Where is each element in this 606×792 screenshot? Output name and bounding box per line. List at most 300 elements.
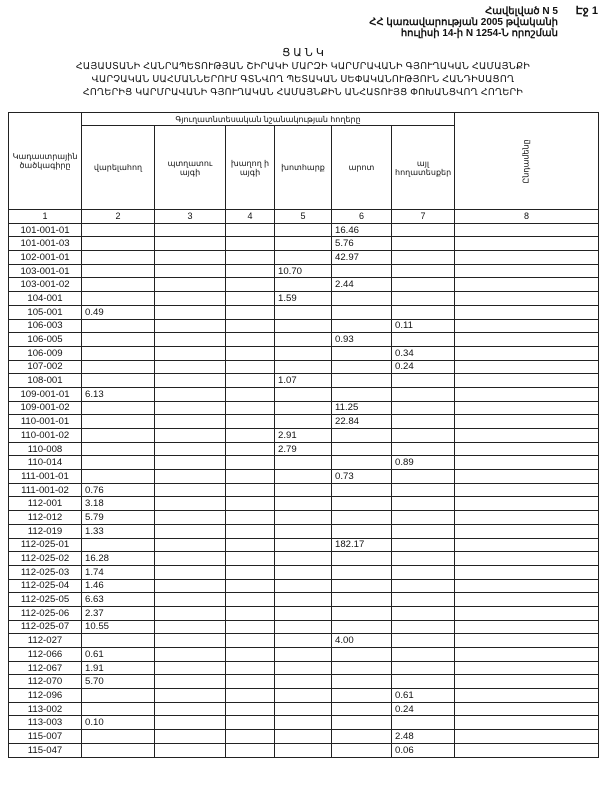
area-cell: 16.28 bbox=[82, 552, 155, 566]
header-orchard: պտղատու այգի bbox=[155, 126, 226, 210]
area-cell bbox=[226, 346, 275, 360]
area-cell: 10.55 bbox=[82, 620, 155, 634]
cadastral-code-cell: 111-001-02 bbox=[9, 483, 82, 497]
area-cell bbox=[275, 278, 332, 292]
area-cell bbox=[332, 305, 392, 319]
col-number: 4 bbox=[226, 210, 275, 224]
area-cell bbox=[455, 387, 599, 401]
area-cell bbox=[455, 689, 599, 703]
area-cell bbox=[155, 401, 226, 415]
area-cell bbox=[392, 305, 455, 319]
area-cell bbox=[82, 319, 155, 333]
area-cell bbox=[455, 374, 599, 388]
area-cell bbox=[82, 223, 155, 237]
area-cell bbox=[332, 661, 392, 675]
area-cell bbox=[455, 278, 599, 292]
area-cell bbox=[455, 661, 599, 675]
col-number: 6 bbox=[332, 210, 392, 224]
area-cell: 6.13 bbox=[82, 387, 155, 401]
area-cell bbox=[332, 743, 392, 757]
area-cell bbox=[332, 456, 392, 470]
area-cell bbox=[275, 415, 332, 429]
area-cell: 182.17 bbox=[332, 538, 392, 552]
cadastral-code-cell: 108-001 bbox=[9, 374, 82, 388]
document-heading bbox=[8, 60, 598, 99]
area-cell bbox=[226, 415, 275, 429]
area-cell bbox=[332, 511, 392, 525]
area-cell bbox=[155, 319, 226, 333]
area-cell bbox=[455, 333, 599, 347]
table-row bbox=[9, 223, 599, 237]
col-number: 8 bbox=[455, 210, 599, 224]
table-row bbox=[9, 278, 599, 292]
cadastral-code-cell: 109-001-02 bbox=[9, 401, 82, 415]
area-cell bbox=[155, 689, 226, 703]
area-cell: 1.46 bbox=[82, 579, 155, 593]
area-cell bbox=[332, 483, 392, 497]
area-cell: 0.73 bbox=[332, 470, 392, 484]
table-row bbox=[9, 620, 599, 634]
area-cell bbox=[155, 511, 226, 525]
area-cell bbox=[455, 524, 599, 538]
area-cell bbox=[332, 593, 392, 607]
area-cell: 1.74 bbox=[82, 565, 155, 579]
area-cell: 0.93 bbox=[332, 333, 392, 347]
area-cell: 2.37 bbox=[82, 606, 155, 620]
area-cell bbox=[226, 579, 275, 593]
area-cell bbox=[455, 305, 599, 319]
area-cell bbox=[155, 538, 226, 552]
area-cell bbox=[275, 237, 332, 251]
area-cell bbox=[155, 346, 226, 360]
column-number-row bbox=[9, 210, 599, 224]
area-cell: 1.07 bbox=[275, 374, 332, 388]
area-cell bbox=[226, 606, 275, 620]
cadastral-code-cell: 113-003 bbox=[9, 716, 82, 730]
cadastral-code-cell: 104-001 bbox=[9, 292, 82, 306]
area-cell: 2.44 bbox=[332, 278, 392, 292]
area-cell bbox=[392, 634, 455, 648]
cadastral-code-cell: 101-001-03 bbox=[9, 237, 82, 251]
area-cell bbox=[332, 648, 392, 662]
area-cell bbox=[155, 743, 226, 757]
heading-line-2: ՎԱՐՉԱԿԱՆ ՍԱՀՄԱՆՆԵՐՈՒՄ ԳՏՆՎՈՂ ՊԵՏԱԿԱՆ ՍԵՓԱԿԱՆՈՒԹՅՈՒՆ ՀԱՆԴԻՍԱՑՈՂ bbox=[91, 74, 515, 85]
area-cell bbox=[275, 524, 332, 538]
area-cell bbox=[392, 593, 455, 607]
area-cell bbox=[455, 511, 599, 525]
area-cell bbox=[275, 483, 332, 497]
area-cell: 3.18 bbox=[82, 497, 155, 511]
area-cell bbox=[455, 730, 599, 744]
area-cell bbox=[392, 552, 455, 566]
cadastral-code-cell: 112-025-07 bbox=[9, 620, 82, 634]
table-row bbox=[9, 387, 599, 401]
area-cell bbox=[82, 730, 155, 744]
cadastral-code-cell: 115-007 bbox=[9, 730, 82, 744]
area-cell bbox=[275, 689, 332, 703]
cadastral-code-cell: 105-001 bbox=[9, 305, 82, 319]
table-row bbox=[9, 374, 599, 388]
area-cell bbox=[455, 319, 599, 333]
area-cell bbox=[392, 251, 455, 265]
area-cell bbox=[155, 552, 226, 566]
area-cell: 0.61 bbox=[392, 689, 455, 703]
area-cell bbox=[275, 675, 332, 689]
area-cell bbox=[226, 429, 275, 443]
area-cell bbox=[155, 305, 226, 319]
area-cell: 5.76 bbox=[332, 237, 392, 251]
area-cell bbox=[275, 552, 332, 566]
cadastral-code-cell: 110-001-01 bbox=[9, 415, 82, 429]
area-cell bbox=[455, 497, 599, 511]
area-cell bbox=[392, 237, 455, 251]
table-row bbox=[9, 237, 599, 251]
area-cell bbox=[332, 442, 392, 456]
area-cell bbox=[275, 305, 332, 319]
area-cell: 1.91 bbox=[82, 661, 155, 675]
heading-line-3: ՀՈՂԵՐԻՑ ԿԱՐՄՐԱՎԱՆԻ ԳՅՈՒՂԱԿԱՆ ՀԱՄԱՅՆՔԻՆ ԱՆՀԱՏՈՒՅՑ ՓՈԽԱՆՑՎՈՂ ՀՈՂԵՐԻ bbox=[82, 87, 524, 98]
area-cell bbox=[332, 497, 392, 511]
area-cell bbox=[82, 689, 155, 703]
area-cell bbox=[455, 264, 599, 278]
area-cell bbox=[155, 237, 226, 251]
header-cadastral-code: Կադաստրային ծածկագիրը bbox=[9, 113, 82, 210]
area-cell bbox=[155, 702, 226, 716]
area-cell bbox=[332, 675, 392, 689]
cadastral-code-cell: 112-066 bbox=[9, 648, 82, 662]
area-cell bbox=[82, 374, 155, 388]
area-cell bbox=[82, 743, 155, 757]
area-cell bbox=[275, 606, 332, 620]
area-cell: 0.06 bbox=[392, 743, 455, 757]
header-other-land: այլ հողատեսքեր bbox=[392, 126, 455, 210]
area-cell bbox=[392, 620, 455, 634]
area-cell: 2.48 bbox=[392, 730, 455, 744]
area-cell bbox=[155, 264, 226, 278]
area-cell bbox=[275, 634, 332, 648]
area-cell bbox=[275, 346, 332, 360]
area-cell: 16.46 bbox=[332, 223, 392, 237]
area-cell bbox=[455, 552, 599, 566]
area-cell bbox=[275, 648, 332, 662]
table-row bbox=[9, 483, 599, 497]
area-cell bbox=[155, 648, 226, 662]
area-cell bbox=[275, 565, 332, 579]
area-cell bbox=[155, 483, 226, 497]
table-row bbox=[9, 442, 599, 456]
area-cell bbox=[226, 565, 275, 579]
cadastral-code-cell: 106-005 bbox=[9, 333, 82, 347]
area-cell bbox=[82, 702, 155, 716]
area-cell bbox=[455, 346, 599, 360]
header-hayfield: խոտհարք bbox=[275, 126, 332, 210]
table-row bbox=[9, 716, 599, 730]
area-cell bbox=[275, 730, 332, 744]
area-cell bbox=[82, 470, 155, 484]
table-row bbox=[9, 524, 599, 538]
area-cell: 10.70 bbox=[275, 264, 332, 278]
area-cell bbox=[226, 442, 275, 456]
cadastral-code-cell: 103-001-02 bbox=[9, 278, 82, 292]
area-cell bbox=[455, 415, 599, 429]
table-row bbox=[9, 593, 599, 607]
area-cell bbox=[226, 620, 275, 634]
area-cell bbox=[226, 743, 275, 757]
area-cell bbox=[155, 387, 226, 401]
table-row bbox=[9, 606, 599, 620]
area-cell: 2.91 bbox=[275, 429, 332, 443]
area-cell bbox=[275, 593, 332, 607]
table-row bbox=[9, 456, 599, 470]
area-cell bbox=[226, 675, 275, 689]
table-row bbox=[9, 689, 599, 703]
cadastral-code-cell: 101-001-01 bbox=[9, 223, 82, 237]
table-row bbox=[9, 264, 599, 278]
area-cell bbox=[455, 483, 599, 497]
area-cell bbox=[455, 442, 599, 456]
area-cell bbox=[226, 661, 275, 675]
area-cell bbox=[82, 456, 155, 470]
area-cell bbox=[275, 497, 332, 511]
area-cell bbox=[155, 634, 226, 648]
area-cell bbox=[455, 593, 599, 607]
area-cell bbox=[226, 634, 275, 648]
area-cell bbox=[332, 702, 392, 716]
area-cell bbox=[155, 456, 226, 470]
area-cell: 22.84 bbox=[332, 415, 392, 429]
table-row bbox=[9, 730, 599, 744]
area-cell bbox=[392, 675, 455, 689]
area-cell bbox=[226, 292, 275, 306]
area-cell: 0.89 bbox=[392, 456, 455, 470]
area-cell bbox=[82, 538, 155, 552]
table-row bbox=[9, 346, 599, 360]
area-cell bbox=[392, 648, 455, 662]
col-number: 7 bbox=[392, 210, 455, 224]
area-cell bbox=[155, 579, 226, 593]
area-cell bbox=[332, 565, 392, 579]
area-cell bbox=[392, 511, 455, 525]
cadastral-code-cell: 115-047 bbox=[9, 743, 82, 757]
table-row bbox=[9, 579, 599, 593]
area-cell bbox=[155, 470, 226, 484]
area-cell bbox=[275, 511, 332, 525]
area-cell bbox=[226, 593, 275, 607]
table-row bbox=[9, 333, 599, 347]
cadastral-code-cell: 110-014 bbox=[9, 456, 82, 470]
area-cell bbox=[155, 524, 226, 538]
area-cell bbox=[275, 401, 332, 415]
area-cell bbox=[332, 579, 392, 593]
table-row bbox=[9, 429, 599, 443]
area-cell bbox=[226, 524, 275, 538]
area-cell: 1.59 bbox=[275, 292, 332, 306]
area-cell bbox=[392, 716, 455, 730]
col-number: 2 bbox=[82, 210, 155, 224]
area-cell bbox=[275, 360, 332, 374]
page-number: Էջ 1 bbox=[575, 5, 598, 17]
cadastral-code-cell: 112-025-01 bbox=[9, 538, 82, 552]
area-cell bbox=[455, 743, 599, 757]
area-cell bbox=[155, 593, 226, 607]
area-cell: 0.34 bbox=[392, 346, 455, 360]
area-cell bbox=[226, 319, 275, 333]
table-row bbox=[9, 251, 599, 265]
cadastral-code-cell: 112-012 bbox=[9, 511, 82, 525]
area-cell bbox=[155, 716, 226, 730]
area-cell bbox=[275, 716, 332, 730]
area-cell bbox=[155, 442, 226, 456]
area-cell bbox=[275, 743, 332, 757]
area-cell bbox=[226, 497, 275, 511]
area-cell bbox=[332, 429, 392, 443]
area-cell bbox=[155, 661, 226, 675]
area-cell bbox=[226, 305, 275, 319]
area-cell bbox=[455, 579, 599, 593]
area-cell bbox=[455, 292, 599, 306]
area-cell bbox=[155, 278, 226, 292]
area-cell bbox=[455, 360, 599, 374]
annex-line-1: Հավելված N 5 bbox=[485, 6, 558, 17]
area-cell bbox=[82, 442, 155, 456]
area-cell bbox=[82, 237, 155, 251]
area-cell: 1.33 bbox=[82, 524, 155, 538]
header-vineyard: խաղող ի այգի bbox=[226, 126, 275, 210]
area-cell bbox=[275, 456, 332, 470]
area-cell bbox=[82, 346, 155, 360]
table-row bbox=[9, 538, 599, 552]
header-arable: վարելահող bbox=[82, 126, 155, 210]
area-cell bbox=[155, 415, 226, 429]
table-row bbox=[9, 565, 599, 579]
area-cell bbox=[275, 661, 332, 675]
area-cell bbox=[392, 661, 455, 675]
area-cell bbox=[226, 387, 275, 401]
cadastral-code-cell: 112-025-05 bbox=[9, 593, 82, 607]
area-cell bbox=[455, 237, 599, 251]
area-cell: 0.10 bbox=[82, 716, 155, 730]
area-cell bbox=[392, 264, 455, 278]
area-cell bbox=[455, 565, 599, 579]
area-cell: 11.25 bbox=[332, 401, 392, 415]
annex-note bbox=[369, 6, 558, 39]
cadastral-code-cell: 113-002 bbox=[9, 702, 82, 716]
area-cell bbox=[392, 223, 455, 237]
area-cell bbox=[332, 552, 392, 566]
area-cell bbox=[332, 264, 392, 278]
area-cell bbox=[226, 264, 275, 278]
area-cell bbox=[155, 429, 226, 443]
area-cell bbox=[392, 278, 455, 292]
cadastral-code-cell: 111-001-01 bbox=[9, 470, 82, 484]
header-agricultural-group: Գյուղատնտեսական նշանակության հողերը bbox=[82, 113, 455, 126]
area-cell bbox=[332, 606, 392, 620]
area-cell bbox=[275, 251, 332, 265]
area-cell bbox=[332, 620, 392, 634]
area-cell bbox=[226, 470, 275, 484]
cadastral-code-cell: 106-009 bbox=[9, 346, 82, 360]
area-cell bbox=[455, 429, 599, 443]
document-title: Ց Ա Ն Կ bbox=[282, 47, 324, 59]
area-cell bbox=[392, 415, 455, 429]
area-cell bbox=[392, 524, 455, 538]
area-cell bbox=[82, 264, 155, 278]
col-number: 1 bbox=[9, 210, 82, 224]
area-cell bbox=[155, 565, 226, 579]
area-cell bbox=[392, 483, 455, 497]
area-cell bbox=[226, 538, 275, 552]
header-pasture: արոտ bbox=[332, 126, 392, 210]
table-row bbox=[9, 675, 599, 689]
table-row bbox=[9, 552, 599, 566]
area-cell bbox=[155, 251, 226, 265]
table-row bbox=[9, 648, 599, 662]
cadastral-code-cell: 110-008 bbox=[9, 442, 82, 456]
area-cell: 5.70 bbox=[82, 675, 155, 689]
area-cell bbox=[455, 675, 599, 689]
cadastral-code-cell: 102-001-01 bbox=[9, 251, 82, 265]
cadastral-code-cell: 112-096 bbox=[9, 689, 82, 703]
area-cell: 4.00 bbox=[332, 634, 392, 648]
area-cell: 6.63 bbox=[82, 593, 155, 607]
area-cell bbox=[155, 620, 226, 634]
area-cell bbox=[226, 730, 275, 744]
area-cell bbox=[392, 497, 455, 511]
cadastral-code-cell: 112-019 bbox=[9, 524, 82, 538]
area-cell bbox=[392, 292, 455, 306]
table-row bbox=[9, 470, 599, 484]
area-cell bbox=[275, 579, 332, 593]
area-cell: 42.97 bbox=[332, 251, 392, 265]
table-row bbox=[9, 305, 599, 319]
area-cell bbox=[332, 524, 392, 538]
header-total-label: Ընդամենը bbox=[522, 138, 531, 184]
area-cell bbox=[82, 429, 155, 443]
area-cell bbox=[455, 606, 599, 620]
area-cell bbox=[392, 470, 455, 484]
area-cell bbox=[226, 251, 275, 265]
cadastral-code-cell: 106-003 bbox=[9, 319, 82, 333]
table-row bbox=[9, 415, 599, 429]
table-row bbox=[9, 497, 599, 511]
table-row bbox=[9, 360, 599, 374]
area-cell bbox=[155, 675, 226, 689]
area-cell bbox=[226, 483, 275, 497]
cadastral-code-cell: 112-025-03 bbox=[9, 565, 82, 579]
area-cell bbox=[332, 346, 392, 360]
area-cell bbox=[392, 374, 455, 388]
area-cell bbox=[226, 702, 275, 716]
table-row bbox=[9, 292, 599, 306]
area-cell bbox=[226, 237, 275, 251]
table-row bbox=[9, 743, 599, 757]
area-cell bbox=[155, 360, 226, 374]
area-cell bbox=[455, 456, 599, 470]
area-cell bbox=[332, 319, 392, 333]
area-cell bbox=[155, 333, 226, 347]
area-cell bbox=[332, 374, 392, 388]
header-total bbox=[455, 113, 599, 210]
cadastral-code-cell: 112-025-04 bbox=[9, 579, 82, 593]
area-cell bbox=[275, 387, 332, 401]
area-cell: 0.76 bbox=[82, 483, 155, 497]
area-cell bbox=[82, 292, 155, 306]
area-cell bbox=[332, 292, 392, 306]
table-row bbox=[9, 702, 599, 716]
area-cell bbox=[392, 579, 455, 593]
area-cell bbox=[155, 497, 226, 511]
area-cell bbox=[455, 634, 599, 648]
